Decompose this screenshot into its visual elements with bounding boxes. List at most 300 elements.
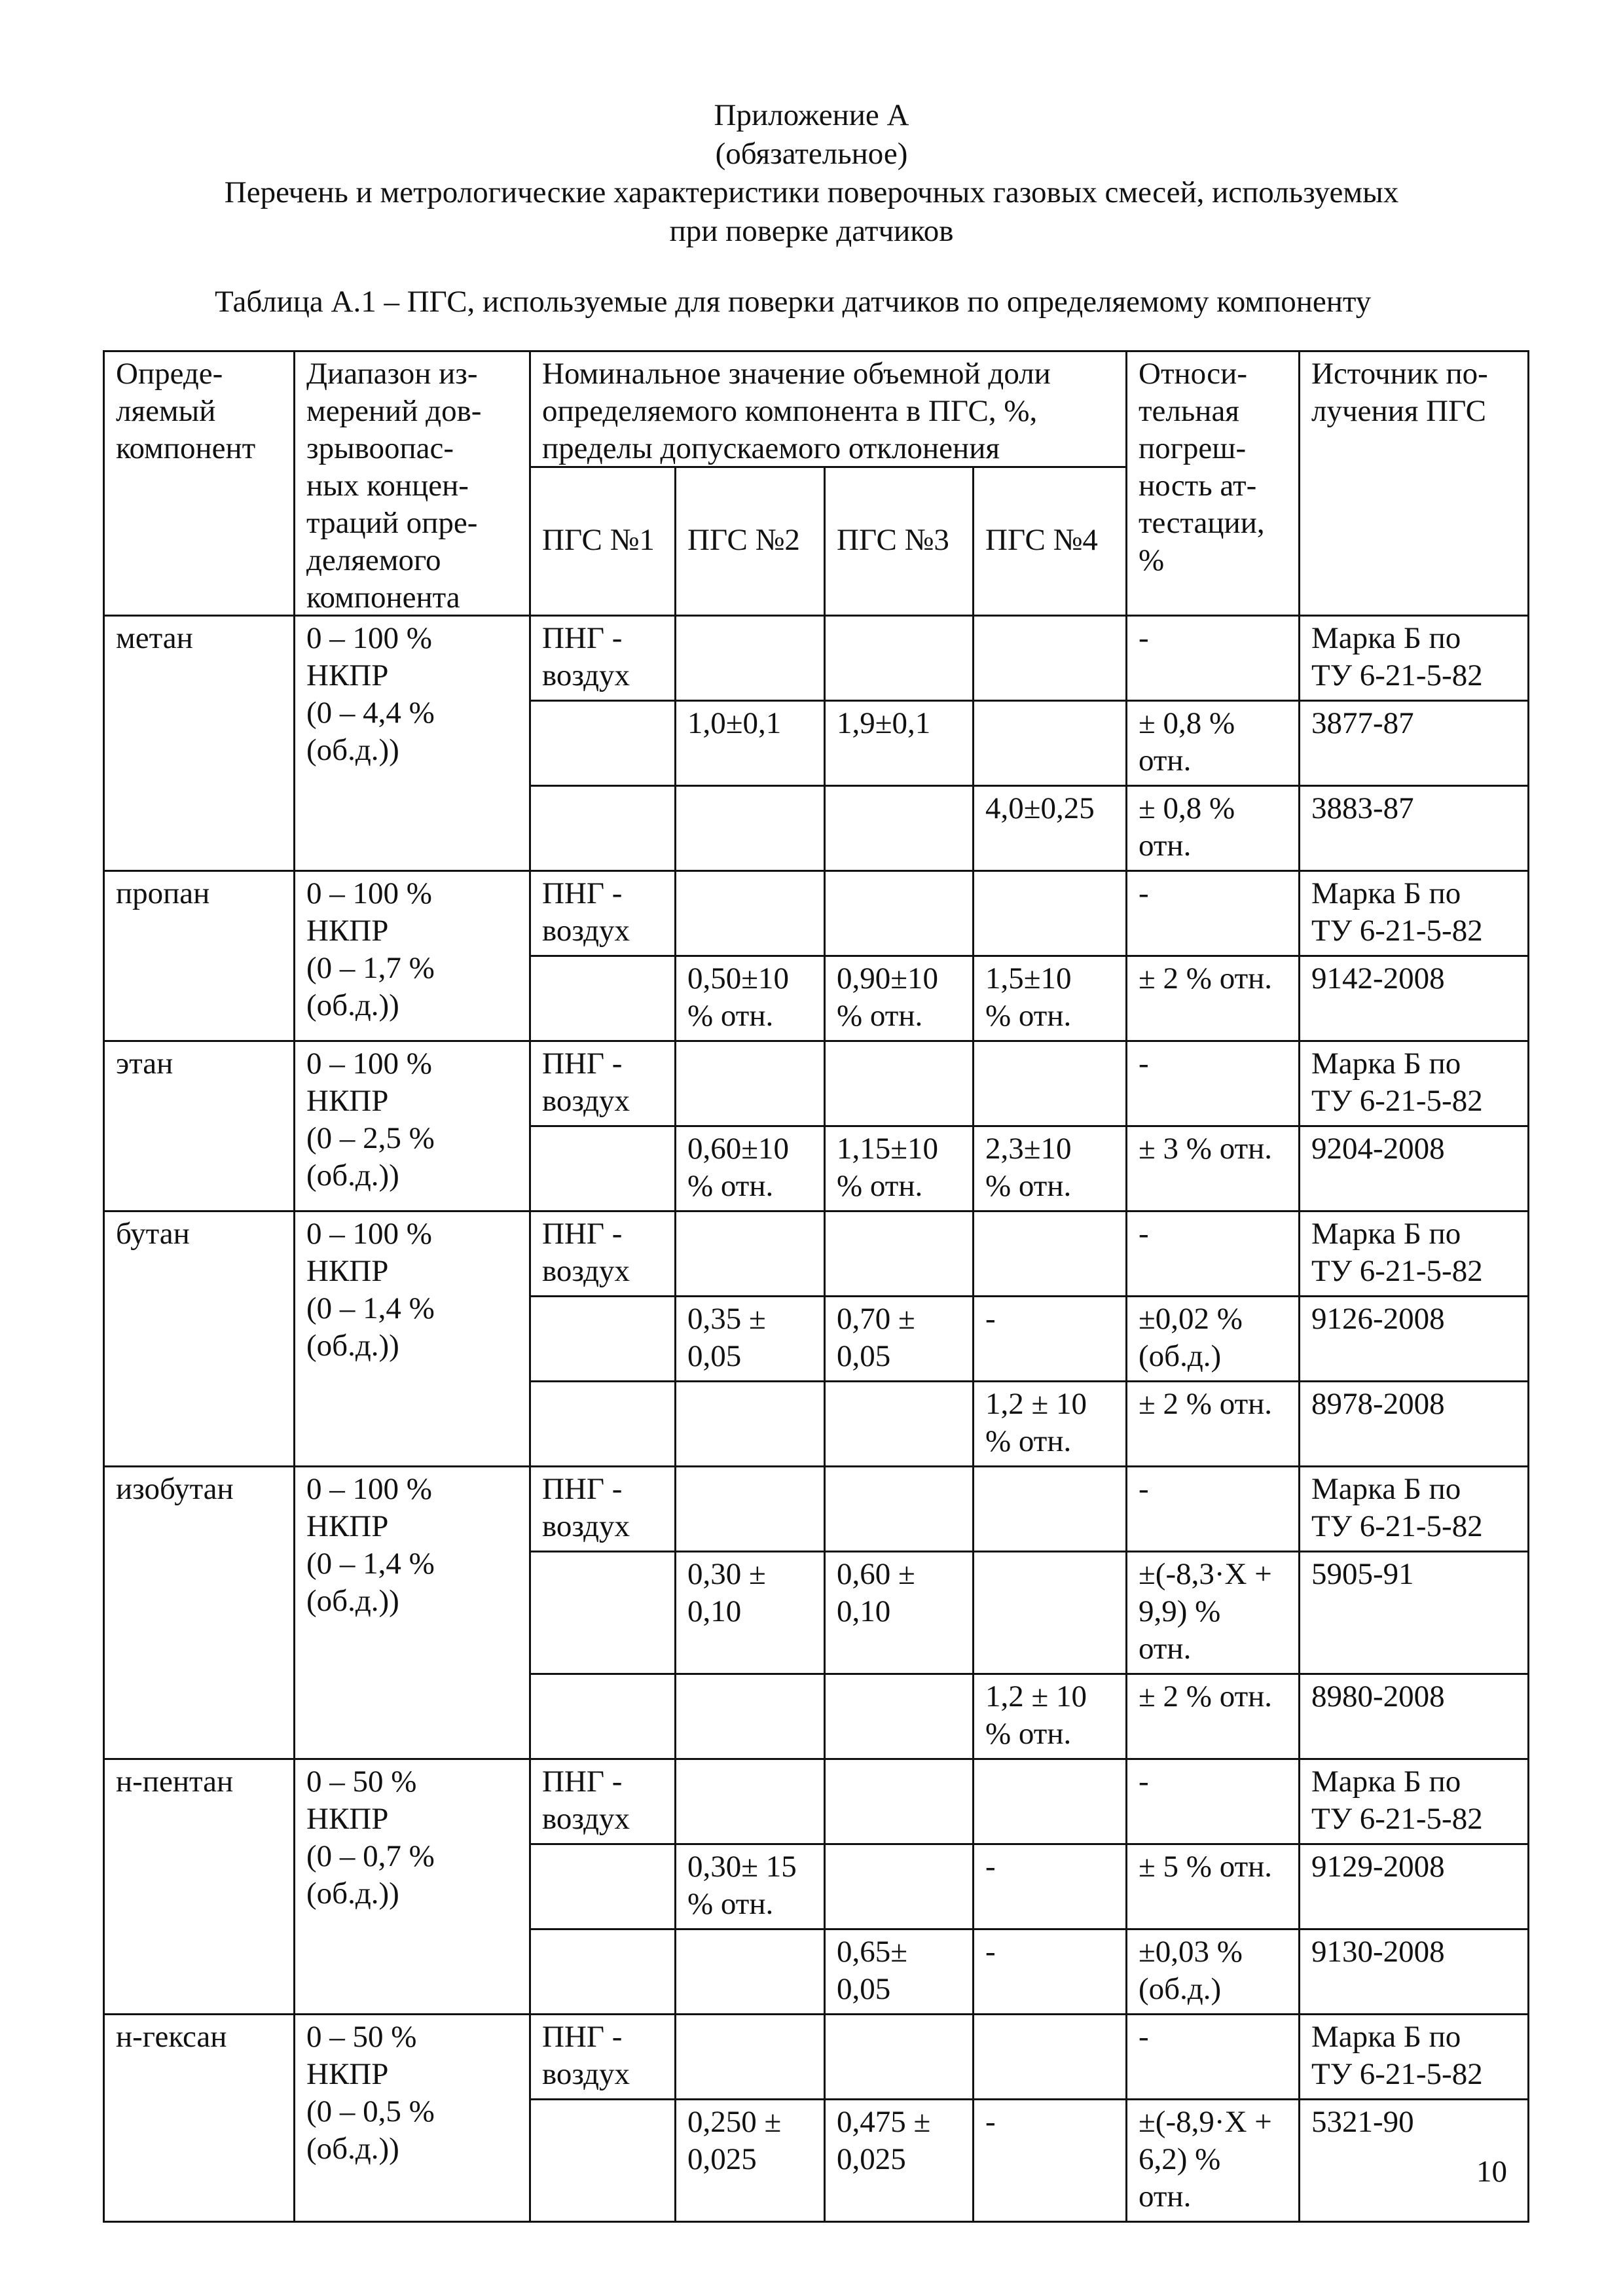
header-col-divider [1298,350,1300,615]
error-cell: ±(-8,3·X + [1139,1557,1272,1591]
col-divider [1125,700,1127,785]
group-bottom-border [103,2221,1529,2223]
col-divider [674,1040,676,1125]
col-divider [1298,1928,1300,2013]
col-divider [1125,1465,1127,1551]
pgs1-cell: воздух [542,914,630,948]
col-divider [293,870,295,1040]
component-name: н-гексан [116,2020,227,2054]
component-name: н-пентан [116,1765,234,1799]
col-divider [674,1125,676,1210]
col-divider [674,870,676,955]
error-cell: ± 3 % отн. [1139,1132,1273,1166]
error-cell: - [1139,876,1149,910]
header-relative-error: % [1139,543,1165,577]
pgs3-cell: 0,05 [837,1339,891,1373]
range-cell: (0 – 1,4 % [306,1547,435,1581]
col-divider [1125,1551,1127,1673]
pgs4-cell: % отн. [985,1717,1072,1751]
col-divider [972,1465,974,1551]
range-cell: (0 – 0,7 % [306,1839,435,1873]
source-cell: Марка Б по [1311,1217,1461,1251]
range-cell: (0 – 0,5 % [306,2094,435,2128]
component-name: изобутан [116,1472,234,1506]
row-divider [529,1673,1529,1675]
row-divider [529,1551,1529,1552]
col-divider [824,2098,826,2221]
error-cell: ± 0,8 % [1139,791,1235,825]
header-pgs-4: ПГС №4 [985,523,1098,557]
col-divider [1298,1758,1300,1843]
row-divider [529,1380,1529,1382]
header-relative-error: ность ат- [1139,469,1257,503]
pgs1-cell: ПНГ - [542,1472,623,1506]
col-divider [529,1465,531,1758]
group-bottom-border [103,1040,1529,1042]
source-cell: ТУ 6-21-5-82 [1311,1254,1483,1288]
error-cell: ±0,03 % [1139,1935,1243,1969]
range-cell: (об.д.)) [306,1584,399,1618]
group-bottom-border [103,1465,1529,1467]
header-relative-error: тельная [1139,394,1239,428]
pgs4-cell: - [985,1302,996,1336]
range-cell: 0 – 50 % [306,1765,417,1799]
range-cell: 0 – 50 % [306,2020,417,2054]
pgs1-cell: ПНГ - [542,1765,623,1799]
group-bottom-border [103,1758,1529,1760]
col-divider [674,1551,676,1673]
col-divider [972,1673,974,1758]
pgs2-cell: 0,10 [687,1594,742,1628]
error-cell: ±0,02 % [1139,1302,1243,1336]
error-cell: отн. [1139,829,1192,863]
col-divider [972,1551,974,1673]
row-divider [529,2098,1529,2100]
source-cell: ТУ 6-21-5-82 [1311,2057,1483,2091]
col-divider [972,1125,974,1210]
col-divider [1298,2098,1300,2221]
source-cell: ТУ 6-21-5-82 [1311,914,1483,948]
pgs2-cell: 0,50±10 [687,961,790,996]
col-divider [824,1928,826,2013]
col-divider [293,615,295,870]
pgs1-cell: воздух [542,2057,630,2091]
col-divider [1125,955,1127,1040]
col-divider [972,1380,974,1465]
range-cell: 0 – 100 % [306,1047,432,1081]
col-divider [824,615,826,700]
col-divider [1125,1295,1127,1380]
error-cell: ± 2 % отн. [1139,1387,1273,1421]
error-cell: отн. [1139,744,1192,778]
range-cell: НКПР [306,658,389,692]
col-divider [972,785,974,870]
col-divider [972,2013,974,2098]
col-divider [1125,1758,1127,1843]
table-top-border [103,350,1529,352]
header-range: Диапазон из- [306,357,478,391]
pgs4-cell: 4,0±0,25 [985,791,1095,825]
header-source: Источник по- [1311,357,1488,391]
component-name: метан [116,621,193,655]
col-divider [972,1758,974,1843]
col-divider [1298,1673,1300,1758]
table-left-border [103,350,105,2223]
source-cell: Марка Б по [1311,1765,1461,1799]
col-divider [824,700,826,785]
col-divider [972,955,974,1040]
col-divider [972,1928,974,2013]
row-divider [529,1295,1529,1297]
range-cell: (0 – 1,4 % [306,1291,435,1325]
range-cell: 0 – 100 % [306,1472,432,1506]
range-cell: НКПР [306,1254,389,1288]
col-divider [674,1673,676,1758]
pgs4-cell: 1,5±10 [985,961,1072,996]
header-col-divider [674,466,676,615]
range-cell: (0 – 4,4 % [306,696,435,730]
error-cell: ± 2 % отн. [1139,1679,1273,1713]
col-divider [824,1843,826,1928]
pgs2-cell: 0,60±10 [687,1132,790,1166]
error-cell: - [1139,1765,1149,1799]
source-cell: Марка Б по [1311,1472,1461,1506]
source-cell: ТУ 6-21-5-82 [1311,1084,1483,1118]
header-col-divider [1125,350,1127,615]
pgs3-cell: 1,9±0,1 [837,706,931,740]
col-divider [1125,785,1127,870]
col-divider [972,1210,974,1295]
pgs1-cell: ПНГ - [542,621,623,655]
col-divider [824,1758,826,1843]
col-divider [1125,615,1127,700]
col-divider [674,1465,676,1551]
error-cell: 9,9) % [1139,1594,1221,1628]
col-divider [1298,955,1300,1040]
col-divider [1298,2013,1300,2098]
error-cell: (об.д.) [1139,1339,1222,1373]
header-relative-error: погреш- [1139,431,1247,465]
col-divider [1125,2098,1127,2221]
header-component: компонент [116,431,256,465]
col-divider [824,2013,826,2098]
col-divider [1298,1465,1300,1551]
group-bottom-border [103,870,1529,872]
col-divider [1125,1210,1127,1295]
pgs3-cell: 1,15±10 [837,1132,939,1166]
pgs2-cell: 0,30 ± [687,1557,766,1591]
pgs3-cell: 0,05 [837,1972,891,2006]
error-cell: 6,2) % [1139,2142,1221,2176]
col-divider [824,1465,826,1551]
col-divider [1298,1380,1300,1465]
appendix-status: (обязательное) [715,137,908,171]
header-col-divider [972,466,974,615]
component-name: пропан [116,876,210,910]
header-range: зрывоопас- [306,431,454,465]
appendix-subtitle-line2: при поверке датчиков [669,214,954,248]
pgs2-cell: 0,05 [687,1339,742,1373]
header-pgs-2: ПГС №2 [687,523,800,557]
col-divider [1125,870,1127,955]
col-divider [293,1758,295,2013]
col-divider [1298,700,1300,785]
header-nominal-value: Номинальное значение объемной доли [542,357,1051,391]
error-cell: отн. [1139,1632,1192,1666]
error-cell: отн. [1139,2179,1192,2214]
pgs1-cell: ПНГ - [542,876,623,910]
header-relative-error: тестации, [1139,506,1265,540]
col-divider [824,1125,826,1210]
col-divider [529,1210,531,1465]
header-col-divider [824,466,826,615]
pgs3-cell: 0,65± [837,1935,908,1969]
source-cell: ТУ 6-21-5-82 [1311,1802,1483,1836]
error-cell: (об.д.) [1139,1972,1222,2006]
col-divider [1298,615,1300,700]
header-range: деляемого [306,543,441,577]
header-relative-error: Относи- [1139,357,1247,391]
header-source: лучения ПГС [1311,394,1486,428]
col-divider [972,1040,974,1125]
pgs3-cell: 0,025 [837,2142,906,2176]
col-divider [824,1380,826,1465]
col-divider [824,1295,826,1380]
row-divider [529,1928,1529,1930]
col-divider [1298,1551,1300,1673]
range-cell: (об.д.)) [306,1329,399,1363]
row-divider [529,785,1529,787]
pgs2-cell: % отн. [687,1169,774,1203]
range-cell: (0 – 2,5 % [306,1121,435,1155]
col-divider [1298,1210,1300,1295]
col-divider [824,955,826,1040]
col-divider [674,1843,676,1928]
col-divider [293,1040,295,1210]
header-col-divider [293,350,295,615]
source-cell: ТУ 6-21-5-82 [1311,658,1483,692]
range-cell: (0 – 1,7 % [306,951,435,985]
component-name: этан [116,1047,173,1081]
col-divider [1125,1843,1127,1928]
error-cell: - [1139,1472,1149,1506]
col-divider [674,1928,676,2013]
source-cell: 9204-2008 [1311,1132,1445,1166]
header-range: ных концен- [306,469,469,503]
error-cell: - [1139,621,1149,655]
header-range: мерений дов- [306,394,482,428]
pgs2-cell: 0,30± 15 [687,1850,797,1884]
source-cell: Марка Б по [1311,621,1461,655]
col-divider [674,955,676,1040]
col-divider [1125,1040,1127,1125]
header-pgs-1: ПГС №1 [542,523,655,557]
range-cell: 0 – 100 % [306,1217,432,1251]
pgs4-cell: 2,3±10 [985,1132,1072,1166]
table-caption: Таблица А.1 – ПГС, используемые для поверки датчиков по определяемому компоненту [215,285,1372,319]
col-divider [1125,2013,1127,2098]
pgs1-cell: воздух [542,1802,630,1836]
col-divider [972,615,974,700]
page-number: 10 [1476,2155,1507,2189]
error-cell: ± 0,8 % [1139,706,1235,740]
pgs2-cell: % отн. [687,999,774,1033]
error-cell: ± 2 % отн. [1139,961,1273,996]
pgs3-cell: 0,70 ± [837,1302,915,1336]
col-divider [1125,1673,1127,1758]
pgs3-cell: % отн. [837,999,923,1033]
pgs4-cell: % отн. [985,999,1072,1033]
pgs4-cell: % отн. [985,1169,1072,1203]
col-divider [972,2098,974,2221]
header-nominal-value: определяемого компонента в ПГС, %, [542,394,1038,428]
pgs4-cell: - [985,2105,996,2139]
col-divider [674,1758,676,1843]
pgs4-cell: - [985,1850,996,1884]
col-divider [1298,1040,1300,1125]
pgs1-cell: ПНГ - [542,1217,623,1251]
source-cell: ТУ 6-21-5-82 [1311,1509,1483,1543]
range-cell: 0 – 100 % [306,876,432,910]
source-cell: 8980-2008 [1311,1679,1445,1713]
group-bottom-border [103,2013,1529,2015]
pgs3-cell: 0,90±10 [837,961,939,996]
pgs1-cell: воздух [542,658,630,692]
source-cell: 3877-87 [1311,706,1414,740]
range-cell: 0 – 100 % [306,621,432,655]
error-cell: ±(-8,9·X + [1139,2105,1272,2139]
pgs2-cell: 0,250 ± [687,2105,782,2139]
col-divider [674,1210,676,1295]
col-divider [529,615,531,870]
error-cell: - [1139,1217,1149,1251]
range-cell: (об.д.)) [306,1876,399,1910]
pgs2-cell: 0,025 [687,2142,757,2176]
col-divider [674,700,676,785]
col-divider [529,1758,531,2013]
col-divider [529,2013,531,2221]
source-cell: Марка Б по [1311,876,1461,910]
pgs1-cell: воздух [542,1084,630,1118]
col-divider [293,1210,295,1465]
pgs3-cell: % отн. [837,1169,923,1203]
error-cell: - [1139,1047,1149,1081]
error-cell: - [1139,2020,1149,2054]
header-component: ляемый [116,394,216,428]
header-split-line [529,466,1125,468]
col-divider [824,1040,826,1125]
source-cell: Марка Б по [1311,2020,1461,2054]
col-divider [824,1210,826,1295]
row-divider [529,700,1529,702]
group-bottom-border [103,1210,1529,1212]
row-divider [529,1125,1529,1127]
range-cell: НКПР [306,1509,389,1543]
source-cell: 3883-87 [1311,791,1414,825]
col-divider [674,1295,676,1380]
pgs2-cell: 0,35 ± [687,1302,766,1336]
header-bottom-border [103,615,1529,617]
range-cell: НКПР [306,2057,389,2091]
col-divider [674,1380,676,1465]
col-divider [824,1551,826,1673]
col-divider [824,870,826,955]
pgs4-cell: 1,2 ± 10 [985,1679,1087,1713]
pgs4-cell: % отн. [985,1424,1072,1458]
pgs4-cell: 1,2 ± 10 [985,1387,1087,1421]
appendix-subtitle: Перечень и метрологические характеристики поверочных газовых смесей, используемых [224,175,1399,209]
row-divider [529,1843,1529,1845]
source-cell: 8978-2008 [1311,1387,1445,1421]
col-divider [674,2013,676,2098]
source-cell: 9129-2008 [1311,1850,1445,1884]
range-cell: НКПР [306,1802,389,1836]
appendix-title: Приложение А [714,98,909,132]
range-cell: (об.д.)) [306,1158,399,1193]
pgs3-cell: 0,475 ± [837,2105,931,2139]
source-cell: 9126-2008 [1311,1302,1445,1336]
header-nominal-value: пределы допускаемого отклонения [542,431,1000,465]
col-divider [293,1465,295,1758]
col-divider [1298,1295,1300,1380]
col-divider [972,870,974,955]
source-cell: Марка Б по [1311,1047,1461,1081]
col-divider [674,615,676,700]
col-divider [1298,1843,1300,1928]
source-cell: 5321-90 [1311,2105,1414,2139]
col-divider [972,1295,974,1380]
pgs3-cell: 0,10 [837,1594,891,1628]
col-divider [1298,785,1300,870]
range-cell: (об.д.)) [306,733,399,767]
header-col-divider [529,350,531,615]
source-cell: 9142-2008 [1311,961,1445,996]
source-cell: 9130-2008 [1311,1935,1445,1969]
col-divider [824,785,826,870]
col-divider [293,2013,295,2221]
col-divider [972,700,974,785]
col-divider [1298,1125,1300,1210]
col-divider [1125,1380,1127,1465]
table-right-border [1527,350,1529,2223]
col-divider [1125,1928,1127,2013]
header-pgs-3: ПГС №3 [837,523,949,557]
pgs1-cell: ПНГ - [542,2020,623,2054]
source-cell: 5905-91 [1311,1557,1414,1591]
component-name: бутан [116,1217,190,1251]
header-component: Опреде- [116,357,223,391]
pgs2-cell: % отн. [687,1887,774,1921]
col-divider [674,2098,676,2221]
range-cell: (об.д.)) [306,988,399,1022]
col-divider [972,1843,974,1928]
range-cell: НКПР [306,1084,389,1118]
range-cell: НКПР [306,914,389,948]
range-cell: (об.д.)) [306,2132,399,2166]
header-range: компонента [306,581,460,615]
error-cell: ± 5 % отн. [1139,1850,1273,1884]
pgs1-cell: воздух [542,1509,630,1543]
pgs1-cell: ПНГ - [542,1047,623,1081]
col-divider [1125,1125,1127,1210]
header-range: траций опре- [306,506,478,540]
col-divider [1298,870,1300,955]
pgs4-cell: - [985,1935,996,1969]
col-divider [674,785,676,870]
row-divider [529,955,1529,957]
pgs3-cell: 0,60 ± [837,1557,915,1591]
pgs1-cell: воздух [542,1254,630,1288]
